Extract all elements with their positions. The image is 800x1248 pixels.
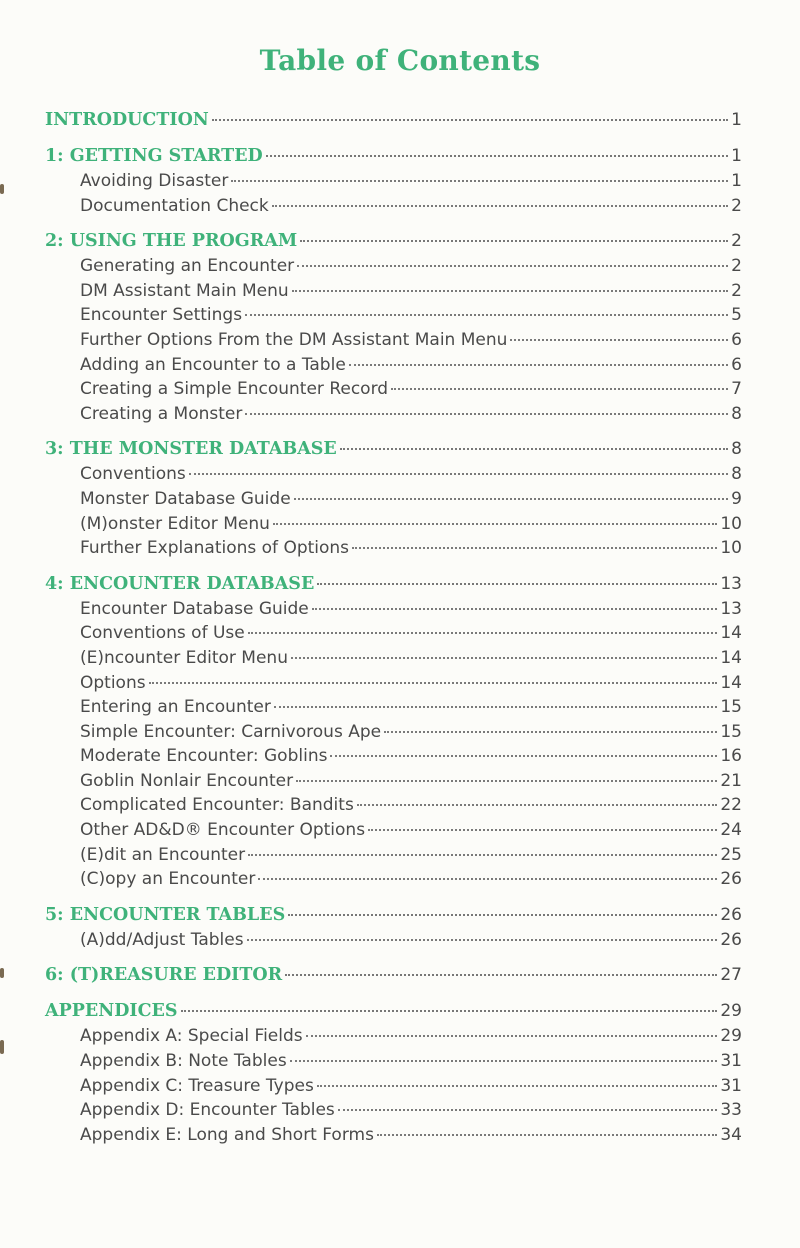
dot-leader <box>231 180 728 182</box>
toc-section <box>45 1001 742 1149</box>
toc-chapter-entry <box>45 574 742 599</box>
dot-leader <box>317 1085 718 1087</box>
toc-chapter-entry-label: 2: USING THE PROGRAM <box>45 231 298 252</box>
toc-subentry <box>45 538 742 563</box>
dot-leader <box>274 706 718 708</box>
dot-leader <box>291 657 717 659</box>
dot-leader <box>377 1134 717 1136</box>
toc-chapter-entry <box>45 110 742 135</box>
toc-subentry-label: Creating a Monster <box>80 403 243 424</box>
dot-leader <box>245 413 728 415</box>
toc-section <box>45 110 742 135</box>
page-number: 26 <box>720 904 742 925</box>
page-number: 2 <box>731 195 742 216</box>
toc-chapter-entry-label: 5: ENCOUNTER TABLES <box>45 904 286 925</box>
toc-subentry <box>45 1026 742 1051</box>
page-number: 34 <box>720 1124 742 1145</box>
dot-leader <box>288 914 717 916</box>
dot-leader <box>312 608 718 610</box>
toc-subentry <box>45 673 742 698</box>
dot-leader <box>290 1060 718 1062</box>
dot-leader <box>149 682 718 684</box>
dot-leader <box>245 314 728 316</box>
toc-subentry-label: Further Options From the DM Assistant Main Menu <box>80 329 508 350</box>
page-number: 14 <box>720 647 742 668</box>
dot-leader <box>317 583 717 585</box>
section-gap <box>45 220 742 231</box>
toc-subentry <box>45 281 742 306</box>
page-number: 22 <box>720 795 742 816</box>
toc-subentry-label: Simple Encounter: Carnivorous Ape <box>80 721 382 742</box>
dot-leader <box>368 829 717 831</box>
page-number: 9 <box>731 488 742 509</box>
toc-subentry <box>45 330 742 355</box>
toc-subentry <box>45 930 742 955</box>
page-number: 6 <box>731 329 742 350</box>
toc-chapter-entry <box>45 146 742 171</box>
toc-chapter-entry-label: 3: THE MONSTER DATABASE <box>45 439 337 460</box>
dot-leader <box>294 498 729 500</box>
toc-section <box>45 146 742 220</box>
page-number: 5 <box>731 305 742 326</box>
toc-chapter-entry-label: 1: GETTING STARTED <box>45 146 263 166</box>
page-number: 7 <box>731 379 742 400</box>
toc-subentry <box>45 514 742 539</box>
dot-leader <box>189 473 728 475</box>
scan-artifact <box>0 968 4 978</box>
toc-subentry <box>45 1051 742 1076</box>
section-gap <box>45 428 742 439</box>
dot-leader <box>357 804 718 806</box>
dot-leader <box>258 878 717 880</box>
page-number: 1 <box>731 110 742 130</box>
toc-subentry-label: Adding an Encounter to a Table <box>80 354 346 375</box>
page-number: 2 <box>731 256 742 277</box>
toc-subentry <box>45 599 742 624</box>
page-number: 2 <box>731 280 742 301</box>
toc-subentry-label: Moderate Encounter: Goblins <box>80 746 328 767</box>
page-number: 16 <box>720 746 742 767</box>
page-number: 8 <box>731 439 742 460</box>
page-number: 8 <box>731 403 742 424</box>
toc-subentry <box>45 820 742 845</box>
page-number: 15 <box>720 697 742 718</box>
toc-subentry <box>45 845 742 870</box>
page-number: 1 <box>731 146 742 166</box>
dot-leader <box>273 523 717 525</box>
dot-leader <box>300 240 728 242</box>
toc-subentry-label: (A)dd/Adjust Tables <box>80 929 244 950</box>
toc-subentry-label: Conventions <box>80 464 186 485</box>
toc-chapter-entry <box>45 231 742 256</box>
toc-subentry <box>45 771 742 796</box>
toc-subentry <box>45 722 742 747</box>
dot-leader <box>338 1109 718 1111</box>
toc-subentry <box>45 1100 742 1125</box>
page-number: 25 <box>720 844 742 865</box>
page-number: 13 <box>720 573 742 594</box>
dot-leader <box>212 119 728 121</box>
toc-subentry-label: (E)dit an Encounter <box>80 844 246 865</box>
toc-chapter-entry <box>45 439 742 464</box>
dot-leader <box>510 339 728 341</box>
toc-subentry-label: Appendix E: Long and Short Forms <box>80 1124 374 1145</box>
toc-chapter-entry-label: INTRODUCTION <box>45 110 209 130</box>
page-number: 27 <box>720 965 742 986</box>
toc-subentry-label: (M)onster Editor Menu <box>80 513 270 534</box>
toc-subentry-label: Documentation Check <box>80 195 269 216</box>
section-gap <box>45 135 742 146</box>
page-number: 6 <box>731 354 742 375</box>
page-number: 26 <box>720 929 742 950</box>
toc-subentry <box>45 355 742 380</box>
dot-leader <box>181 1010 718 1012</box>
toc-chapter-entry-label: 6: (T)REASURE EDITOR <box>45 965 283 986</box>
toc-section <box>45 965 742 990</box>
toc-subentry <box>45 1125 742 1150</box>
dot-leader <box>266 155 728 157</box>
toc-section <box>45 574 742 894</box>
toc-section <box>45 439 742 562</box>
section-gap <box>45 954 742 965</box>
toc-subentry <box>45 623 742 648</box>
scan-artifact <box>0 1040 4 1054</box>
section-gap <box>45 563 742 574</box>
dot-leader <box>247 939 718 941</box>
toc-subentry <box>45 1076 742 1101</box>
page-number: 13 <box>720 598 742 619</box>
page-number: 31 <box>720 1051 742 1072</box>
page-title: Table of Contents <box>259 44 541 77</box>
dot-leader <box>340 448 728 450</box>
page-number: 21 <box>720 770 742 791</box>
toc-subentry <box>45 489 742 514</box>
toc-subentry <box>45 869 742 894</box>
page-number: 10 <box>720 538 742 559</box>
toc-subentry-label: Complicated Encounter: Bandits <box>80 795 354 816</box>
dot-leader <box>306 1035 718 1037</box>
page-number: 29 <box>720 1001 742 1022</box>
toc-subentry <box>45 256 742 281</box>
toc-subentry-label: DM Assistant Main Menu <box>80 280 289 301</box>
toc-subentry <box>45 648 742 673</box>
dot-leader <box>296 780 717 782</box>
toc-subentry-label: Creating a Simple Encounter Record <box>80 379 389 400</box>
page-number: 8 <box>731 464 742 485</box>
dot-leader <box>292 290 728 292</box>
toc-subentry-label: (C)opy an Encounter <box>80 869 256 890</box>
toc-subentry-label: Avoiding Disaster <box>80 171 229 191</box>
toc-subentry <box>45 196 742 221</box>
toc-subentry <box>45 171 742 196</box>
toc-chapter-entry-label: APPENDICES <box>45 1001 178 1022</box>
table-of-contents <box>45 110 742 1149</box>
toc-subentry <box>45 697 742 722</box>
toc-chapter-entry <box>45 965 742 990</box>
page-number: 2 <box>731 231 742 252</box>
page-number: 33 <box>720 1100 742 1121</box>
dot-leader <box>285 974 717 976</box>
toc-subentry-label: Conventions of Use <box>80 623 245 644</box>
page-number: 10 <box>720 513 742 534</box>
page-number: 1 <box>731 171 742 191</box>
toc-section <box>45 231 742 428</box>
toc-subentry-label: Encounter Database Guide <box>80 598 309 619</box>
dot-leader <box>352 547 717 549</box>
toc-subentry <box>45 305 742 330</box>
page-number: 14 <box>720 672 742 693</box>
page-number: 29 <box>720 1026 742 1047</box>
toc-subentry <box>45 795 742 820</box>
dot-leader <box>384 731 717 733</box>
dot-leader <box>248 632 718 634</box>
toc-subentry-label: (E)ncounter Editor Menu <box>80 647 288 668</box>
page-number: 31 <box>720 1075 742 1096</box>
toc-subentry-label: Appendix A: Special Fields <box>80 1026 303 1047</box>
toc-subentry <box>45 379 742 404</box>
dot-leader <box>330 755 717 757</box>
section-gap <box>45 894 742 905</box>
toc-section <box>45 905 742 955</box>
toc-subentry-label: Encounter Settings <box>80 305 243 326</box>
toc-subentry-label: Appendix B: Note Tables <box>80 1051 287 1072</box>
toc-subentry-label: Monster Database Guide <box>80 488 291 509</box>
scan-artifact <box>0 184 4 194</box>
dot-leader <box>297 265 728 267</box>
toc-subentry <box>45 746 742 771</box>
dot-leader <box>248 854 717 856</box>
page-number: 26 <box>720 869 742 890</box>
toc-chapter-entry <box>45 1001 742 1026</box>
dot-leader <box>391 388 728 390</box>
toc-chapter-entry <box>45 905 742 930</box>
toc-subentry-label: Entering an Encounter <box>80 697 271 718</box>
toc-subentry-label: Other AD&D® Encounter Options <box>80 820 366 841</box>
toc-subentry-label: Options <box>80 672 146 693</box>
page-number: 24 <box>720 820 742 841</box>
page-number: 14 <box>720 623 742 644</box>
toc-subentry <box>45 464 742 489</box>
dot-leader <box>272 205 728 207</box>
toc-subentry-label: Generating an Encounter <box>80 256 295 277</box>
dot-leader <box>349 364 728 366</box>
toc-subentry-label: Further Explanations of Options <box>80 538 350 559</box>
page-number: 15 <box>720 721 742 742</box>
toc-subentry-label: Appendix C: Treasure Types <box>80 1075 314 1096</box>
toc-subentry-label: Appendix D: Encounter Tables <box>80 1100 335 1121</box>
toc-chapter-entry-label: 4: ENCOUNTER DATABASE <box>45 573 315 594</box>
section-gap <box>45 990 742 1001</box>
toc-subentry-label: Goblin Nonlair Encounter <box>80 770 294 791</box>
toc-subentry <box>45 404 742 429</box>
